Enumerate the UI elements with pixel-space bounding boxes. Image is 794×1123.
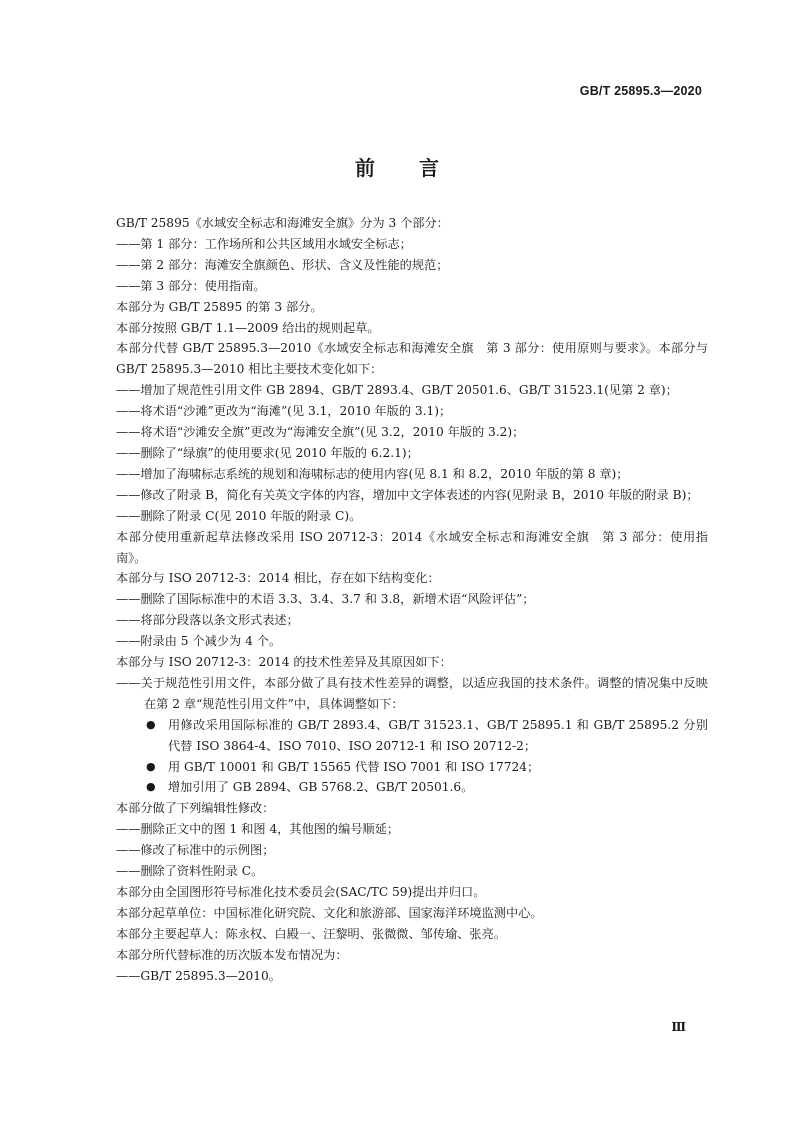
foreword-body	[116, 213, 708, 987]
page-number: Ⅲ	[671, 1020, 686, 1034]
bullet-item	[116, 757, 708, 778]
editorial-change-item: ——删除正文中的图 1 和图 4，其他图的编号顺延；	[116, 822, 400, 837]
technical-intro: 本部分与 ISO 20712-3：2014 的技术性差异及其原因如下：	[116, 655, 452, 670]
change-item: ——将术语“沙滩”更改为“海滩”(见 3.1，2010 年版的 3.1)；	[116, 404, 452, 419]
structure-change-item: ——删除了国际标准中的术语 3.3、3.4、3.7 和 3.8，新增术语“风险评估”；	[116, 592, 535, 607]
part-statement: 本部分为 GB/T 25895 的第 3 部分。	[116, 299, 323, 314]
structure-change-item: ——将部分段落以条文形式表述；	[116, 613, 299, 628]
editorial-change-item: ——修改了标准中的示例图；	[116, 843, 275, 858]
intro-line: GB/T 25895《水域安全标志和海滩安全旗》分为 3 个部分：	[116, 216, 449, 230]
drafting-units-line: 本部分起草单位：中国标准化研究院、文化和旅游部、国家海洋环境监测中心。	[116, 905, 543, 920]
editorial-intro: 本部分做了下列编辑性修改：	[116, 801, 275, 816]
part-2-line: ——第 2 部分：海滩安全旗颜色、形状、含义及性能的规范；	[116, 257, 449, 272]
committee-line: 本部分由全国图形符号标准化技术委员会(SAC/TC 59)提出并归口。	[116, 885, 486, 899]
page-title: 前言	[355, 156, 483, 180]
change-item-annex-c: ——删除了附录 C(见 2010 年版的附录 C)。	[116, 508, 362, 523]
bullet-dot-icon: ●	[146, 780, 156, 794]
drafting-rule: 本部分按照 GB/T 1.1—2009 给出的规则起草。	[116, 320, 380, 335]
replace-paragraph-text: 本部分代替 GB/T 25895.3—2010《水域安全标志和海滩安全旗 第 3 部分：使用原则与要求》。本部分与 GB/T 25895.3—2010 相比主要技术变化如下：	[116, 341, 708, 377]
technical-item: ——关于规范性引用文件，本部分做了具有技术性差异的调整，以适应我国的技术条件。调整的情况集中反映在第 2 章“规范性引用文件”中，具体调整如下：	[116, 675, 708, 711]
replace-paragraph	[116, 338, 708, 380]
change-item-annex-b: ——修改了附录 B，简化有关英文字体的内容，增加中文字体表述的内容(见附录 B，2010 年版的附录 B)；	[116, 487, 699, 502]
drafters-line: 本部分主要起草人：陈永权、白殿一、汪黎明、张微微、邹传瑜、张亮。	[116, 926, 506, 941]
part-1-line: ——第 1 部分：工作场所和公共区域用水域安全标志；	[116, 236, 412, 251]
bullet-text: 用 GB/T 10001 和 GB/T 15565 代替 ISO 7001 和 ISO 17724；	[168, 759, 540, 774]
editorial-change-item: ——删除了资料性附录 C。	[116, 864, 264, 879]
iso-adoption-paragraph: 本部分使用重新起草法修改采用 ISO 20712-3：2014《水域安全标志和海滩安全旗 第 3 部分：使用指南》。	[116, 529, 708, 565]
part-3-line: ——第 3 部分：使用指南。	[116, 278, 266, 293]
bullet-text: 增加引用了 GB 2894、GB 5768.2、GB/T 20501.6。	[168, 780, 474, 795]
history-intro: 本部分所代替标准的历次版本发布情况为：	[116, 947, 348, 962]
bullet-item	[116, 777, 708, 798]
structure-change-item: ——附录由 5 个减少为 4 个。	[116, 634, 282, 649]
bullet-dot-icon: ●	[146, 717, 156, 731]
change-item: ——将术语“沙滩安全旗”更改为“海滩安全旗”(见 3.2，2010 年版的 3.2)；	[116, 425, 525, 440]
structure-intro: 本部分与 ISO 20712-3：2014 相比，存在如下结构变化：	[116, 571, 440, 586]
change-item: ——增加了海啸标志系统的规划和海啸标志的使用内容(见 8.1 和 8.2，2010 年版的第 8 章)；	[116, 466, 629, 481]
bullet-item	[116, 715, 708, 757]
history-item: ——GB/T 25895.3—2010。	[116, 968, 281, 983]
bullet-dot-icon: ●	[146, 759, 156, 773]
standard-code: GB/T 25895.3—2020	[579, 84, 702, 98]
change-item: ——增加了规范性引用文件 GB 2894、GB/T 2893.4、GB/T 20501.6、GB/T 31523.1(见第 2 章)；	[116, 383, 678, 398]
change-item: ——删除了“绿旗”的使用要求(见 2010 年版的 6.2.1)；	[116, 445, 419, 460]
bullet-text: 用修改采用国际标准的 GB/T 2893.4、GB/T 31523.1、GB/T 25895.1 和 GB/T 25895.2 分别代替 ISO 3864-4、ISO 7010、ISO 20712-1 和 ISO 20712-2；	[168, 717, 708, 753]
